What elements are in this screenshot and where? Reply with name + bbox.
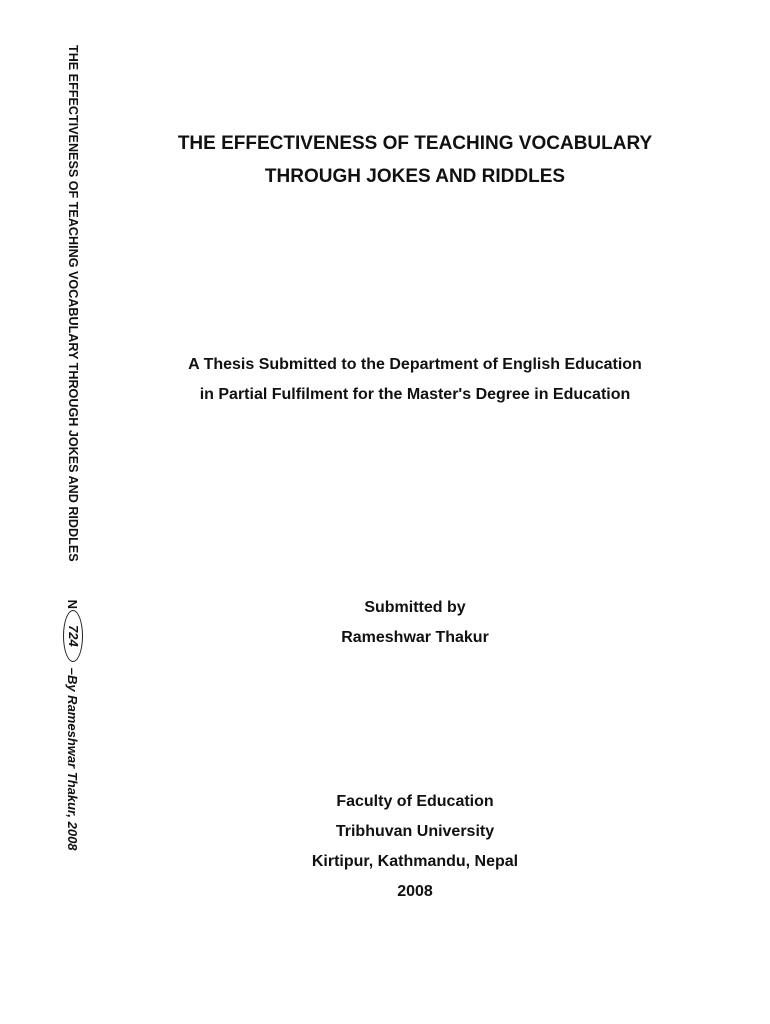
subtitle-line-1: A Thesis Submitted to the Department of English Education xyxy=(188,356,642,373)
spine-number-prefix: N xyxy=(65,599,81,610)
university-name: Tribhuvan University xyxy=(335,823,495,840)
title-line-2: THROUGH JOKES AND RIDDLES xyxy=(264,166,566,187)
thesis-subtitle xyxy=(120,350,710,410)
spine-text xyxy=(60,45,86,1005)
submitted-by-label: Submitted by xyxy=(364,599,466,616)
location: Kirtipur, Kathmandu, Nepal xyxy=(311,853,519,870)
submission-block xyxy=(120,593,710,653)
title-line-1: THE EFFECTIVENESS OF TEACHING VOCABULARY xyxy=(177,133,653,154)
faculty-name: Faculty of Education xyxy=(336,793,494,810)
spine-number-oval: 724 xyxy=(63,610,83,662)
spine-author: –By Rameshwar Thakur, 2008 xyxy=(65,667,81,851)
author-name: Rameshwar Thakur xyxy=(341,629,489,646)
spine-title: THE EFFECTIVENESS OF TEACHING VOCABULARY THROUGH JOKES AND RIDDLES xyxy=(66,45,80,562)
subtitle-line-2: in Partial Fulfilment for the Master's Degree in Education xyxy=(199,386,631,403)
year: 2008 xyxy=(397,883,433,900)
spine-number-group xyxy=(63,600,83,851)
institution-block xyxy=(120,787,710,907)
thesis-title xyxy=(120,127,710,193)
